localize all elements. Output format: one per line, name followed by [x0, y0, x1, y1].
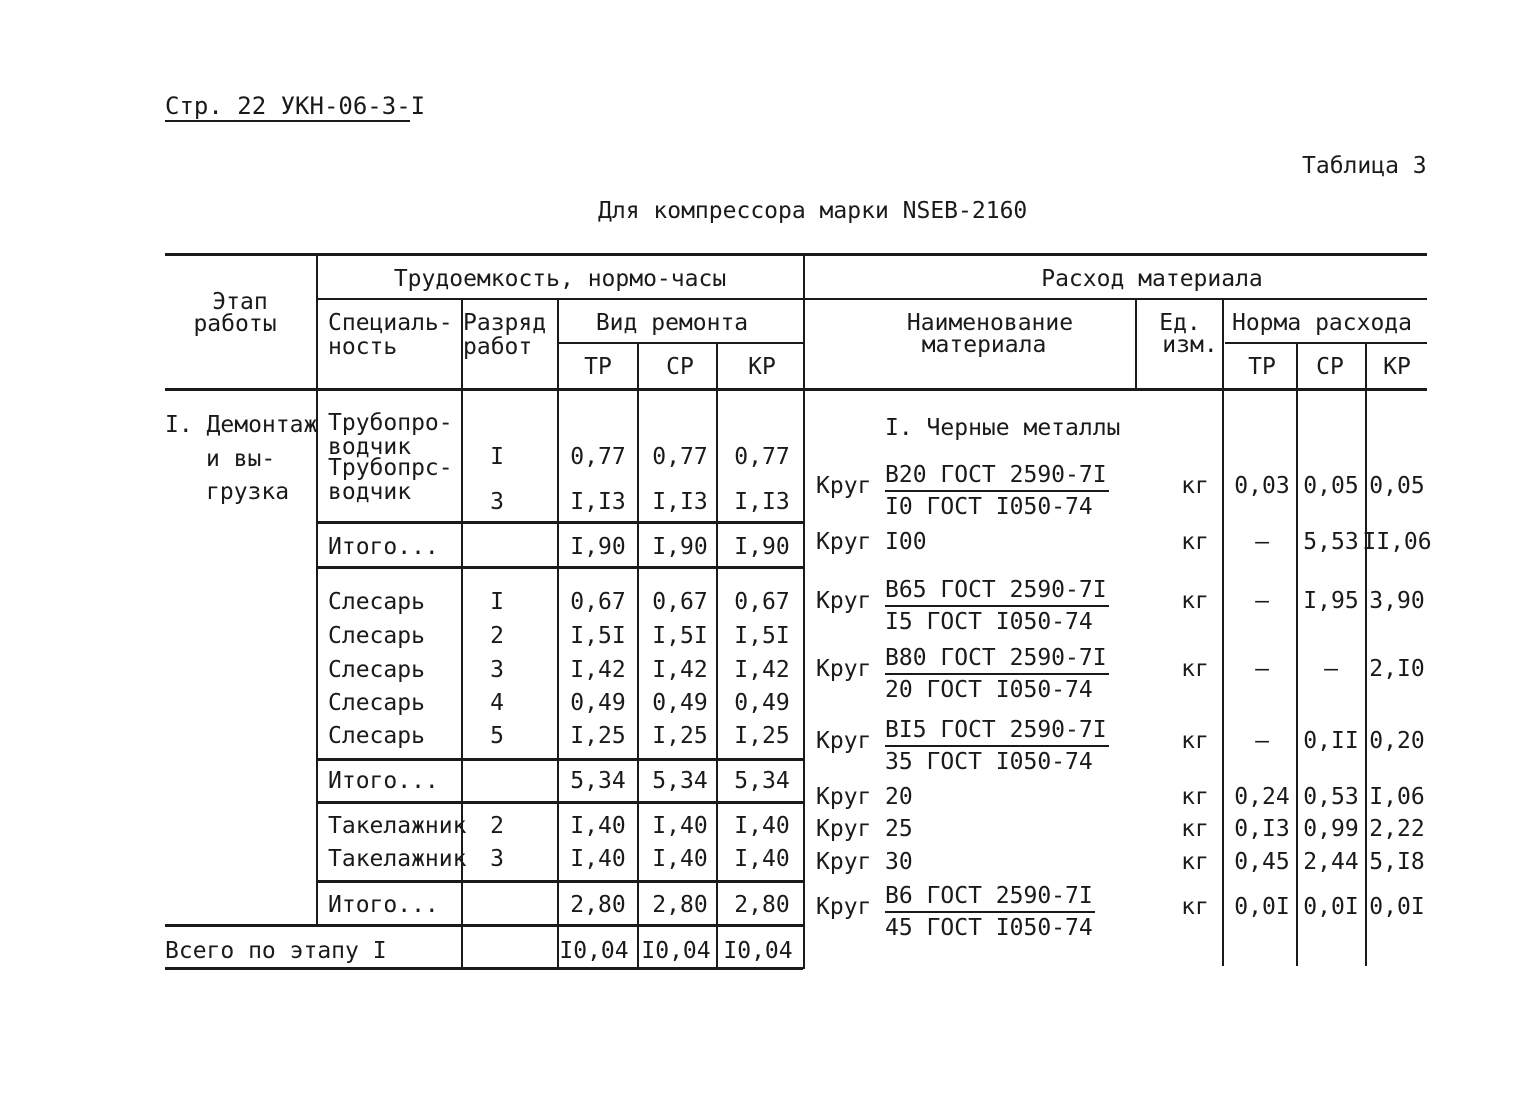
labor-kr: 0,49	[734, 690, 790, 716]
material-name: Круг	[816, 894, 872, 920]
stage-line1: I. Демонтаж	[165, 412, 318, 438]
labor-sr: 0,77	[652, 444, 708, 470]
header-stage-line2: работы	[193, 311, 277, 337]
material-name: Круг	[816, 784, 872, 810]
page-reference-underline	[165, 120, 410, 122]
material-unit: кг	[1181, 529, 1209, 555]
labor-tr: 0,77	[570, 444, 626, 470]
labor-kr: I,40	[734, 813, 790, 839]
material-name: Круг	[816, 728, 872, 754]
labor-kr: I,42	[734, 657, 790, 683]
material-spec: 30	[885, 849, 913, 875]
header-repair-type: Вид ремонта	[595, 310, 749, 336]
material-norm-kr: I,06	[1369, 784, 1425, 810]
labor-grade: I	[490, 589, 504, 615]
material-section-title: I. Черные металлы	[885, 415, 1121, 441]
labor-sr: 0,49	[652, 690, 708, 716]
stage-line2: и вы-	[206, 446, 276, 472]
material-norm-kr: 5,I8	[1369, 849, 1425, 875]
material-name: Круг	[816, 816, 872, 842]
material-name: Круг	[816, 849, 872, 875]
labor-tr: I,90	[570, 534, 626, 560]
table-number: Таблица 3	[1302, 153, 1427, 179]
material-unit: кг	[1181, 784, 1209, 810]
material-name: Круг	[816, 588, 872, 614]
labor-specialty-line1: Трубопро-	[328, 410, 453, 436]
material-norm-tr: –	[1255, 529, 1269, 555]
labor-tr: I,42	[570, 657, 626, 683]
labor-kr: 0,67	[734, 589, 790, 615]
labor-specialty-line2: водчик	[328, 434, 412, 460]
material-norm-sr: 2,44	[1303, 849, 1359, 875]
total-label: Всего по этапу I	[165, 938, 387, 964]
labor-kr: 2,80	[734, 892, 790, 918]
material-unit: кг	[1181, 473, 1209, 499]
labor-kr: 0,77	[734, 444, 790, 470]
col-divider-grade	[557, 298, 559, 968]
labor-grade: 2	[490, 813, 504, 839]
subtotal-rule-1a	[318, 521, 803, 524]
material-norm-kr: II,06	[1362, 529, 1432, 555]
labor-specialty: Итого...	[328, 534, 439, 560]
material-norm-tr: –	[1255, 656, 1269, 682]
material-norm-kr: 3,90	[1369, 588, 1425, 614]
header-norm-sr: СР	[1316, 354, 1344, 380]
header-specialty-line1: Специаль-	[328, 310, 453, 336]
table-caption: Для компрессора марки NSEB-2160	[598, 198, 1028, 224]
material-spec-numerator: В65 ГОСТ 2590-7I	[885, 577, 1107, 603]
material-unit: кг	[1181, 894, 1209, 920]
labor-specialty: Итого...	[328, 768, 439, 794]
material-fraction-line	[885, 745, 1109, 747]
total-sr: I0,04	[641, 938, 711, 964]
material-name: Круг	[816, 656, 872, 682]
labor-tr: 0,49	[570, 690, 626, 716]
header-labor-sr: СР	[666, 354, 694, 380]
labor-specialty: Слесарь	[328, 657, 425, 683]
material-unit: кг	[1181, 588, 1209, 614]
material-norm-sr: 0,II	[1303, 728, 1359, 754]
labor-tr: I,5I	[570, 623, 626, 649]
material-spec: 25	[885, 816, 913, 842]
material-norm-sr: 0,53	[1303, 784, 1359, 810]
material-spec-denominator: I0 ГОСТ I050-74	[885, 494, 1093, 520]
table-top-rule	[165, 253, 1427, 256]
total-kr: I0,04	[723, 938, 793, 964]
subtotal-rule-3a	[318, 880, 803, 883]
labor-specialty: Такелажник	[328, 846, 467, 872]
col-divider-labor	[803, 253, 805, 969]
header-labor: Трудоемкость, нормо-часы	[393, 266, 727, 292]
labor-specialty: Слесарь	[328, 623, 425, 649]
labor-tr: I,40	[570, 813, 626, 839]
material-spec-denominator: 20 ГОСТ I050-74	[885, 677, 1093, 703]
material-norm-tr: 0,24	[1234, 784, 1290, 810]
material-fraction-line	[885, 673, 1109, 675]
material-norm-tr: 0,03	[1234, 473, 1290, 499]
material-name: Круг	[816, 529, 872, 555]
material-unit: кг	[1181, 816, 1209, 842]
header-specialty-line2: ность	[328, 334, 398, 360]
labor-sr: I,5I	[652, 623, 708, 649]
subtotal-rule-1b	[318, 566, 803, 569]
header-grade-line1: Разряд	[463, 310, 547, 336]
labor-specialty: Слесарь	[328, 690, 425, 716]
material-spec-numerator: В20 ГОСТ 2590-7I	[885, 462, 1107, 488]
labor-tr: I,25	[570, 723, 626, 749]
material-fraction-line	[885, 911, 1095, 913]
labor-tr: 5,34	[570, 768, 626, 794]
material-norm-tr: 0,45	[1234, 849, 1290, 875]
header-unit-line1: Ед.	[1159, 310, 1201, 336]
labor-tr: 0,67	[570, 589, 626, 615]
labor-kr: I,90	[734, 534, 790, 560]
material-spec-numerator: ВI5 ГОСТ 2590-7I	[885, 717, 1107, 743]
labor-kr: 5,34	[734, 768, 790, 794]
subtotal-rule-2a	[318, 758, 803, 761]
material-norm-sr: 0,99	[1303, 816, 1359, 842]
material-spec-denominator: 35 ГОСТ I050-74	[885, 749, 1093, 775]
labor-tr: I,I3	[570, 489, 626, 515]
labor-grade: 3	[490, 657, 504, 683]
material-name: Круг	[816, 473, 872, 499]
material-spec-numerator: В6 ГОСТ 2590-7I	[885, 883, 1093, 909]
header-norm: Норма расхода	[1231, 310, 1413, 336]
header-rule-norm	[1225, 342, 1427, 344]
labor-grade: 3	[490, 489, 504, 515]
col-divider-unit	[1222, 298, 1224, 966]
material-norm-sr: I,95	[1303, 588, 1359, 614]
stage-line3: грузка	[206, 479, 290, 505]
material-norm-kr: 2,22	[1369, 816, 1425, 842]
labor-specialty-line1: Трубопрс-	[328, 455, 453, 481]
header-grade-line2: работ	[463, 334, 533, 360]
page-reference: Стр. 22 УКН-06-3-I	[165, 92, 426, 120]
col-divider-material-name	[1135, 298, 1137, 390]
labor-sr: 0,67	[652, 589, 708, 615]
material-unit: кг	[1181, 849, 1209, 875]
labor-grade: 2	[490, 623, 504, 649]
material-norm-sr: 0,05	[1303, 473, 1359, 499]
labor-specialty-line2: водчик	[328, 479, 412, 505]
col-divider-stage	[316, 253, 318, 926]
labor-kr: I,25	[734, 723, 790, 749]
header-bottom-rule	[165, 388, 1427, 391]
labor-sr: I,I3	[652, 489, 708, 515]
material-spec: I00	[885, 529, 927, 555]
labor-sr: I,90	[652, 534, 708, 560]
material-norm-tr: 0,I3	[1234, 816, 1290, 842]
col-divider-sr	[716, 342, 718, 968]
labor-kr: I,I3	[734, 489, 790, 515]
material-spec-numerator: В80 ГОСТ 2590-7I	[885, 645, 1107, 671]
material-spec-denominator: I5 ГОСТ I050-74	[885, 609, 1093, 635]
header-material: Расход материала	[1041, 266, 1263, 292]
labor-specialty: Итого...	[328, 892, 439, 918]
labor-sr: 5,34	[652, 768, 708, 794]
material-fraction-line	[885, 490, 1109, 492]
material-unit: кг	[1181, 728, 1209, 754]
header-rule-repair	[558, 342, 803, 344]
material-norm-sr: 0,0I	[1303, 894, 1359, 920]
labor-grade: 5	[490, 723, 504, 749]
header-rule-2	[318, 298, 1427, 300]
labor-sr: 2,80	[652, 892, 708, 918]
labor-grade: 3	[490, 846, 504, 872]
material-unit: кг	[1181, 656, 1209, 682]
labor-sr: I,40	[652, 813, 708, 839]
labor-tr: I,40	[570, 846, 626, 872]
col-divider-tr	[637, 342, 639, 968]
material-norm-kr: 0,20	[1369, 728, 1425, 754]
total-top-rule	[165, 924, 803, 927]
total-tr: I0,04	[559, 938, 629, 964]
material-fraction-line	[885, 605, 1109, 607]
material-norm-tr: 0,0I	[1234, 894, 1290, 920]
labor-specialty: Слесарь	[328, 589, 425, 615]
labor-kr: I,40	[734, 846, 790, 872]
header-unit-line2: изм.	[1162, 332, 1218, 358]
header-material-name-line1: Наименование	[906, 310, 1074, 336]
material-norm-kr: 2,I0	[1369, 656, 1425, 682]
col-divider-norm-tr	[1296, 342, 1298, 966]
subtotal-rule-2b	[318, 801, 803, 804]
material-norm-tr: –	[1255, 728, 1269, 754]
labor-kr: I,5I	[734, 623, 790, 649]
material-norm-tr: –	[1255, 588, 1269, 614]
labor-sr: I,42	[652, 657, 708, 683]
header-norm-kr: КР	[1383, 354, 1411, 380]
header-stage-line1: Этап	[212, 289, 268, 315]
labor-grade: 4	[490, 690, 504, 716]
labor-tr: 2,80	[570, 892, 626, 918]
header-material-name-line2: материала	[921, 332, 1047, 358]
header-labor-kr: КР	[748, 354, 776, 380]
labor-grade: I	[490, 444, 504, 470]
total-bottom-rule	[165, 967, 803, 970]
header-labor-tr: ТР	[584, 354, 612, 380]
header-norm-tr: ТР	[1248, 354, 1276, 380]
material-spec: 20	[885, 784, 913, 810]
labor-specialty: Такелажник	[328, 813, 467, 839]
labor-specialty: Слесарь	[328, 723, 425, 749]
material-spec-denominator: 45 ГОСТ I050-74	[885, 915, 1093, 941]
material-norm-sr: –	[1324, 656, 1338, 682]
labor-sr: I,25	[652, 723, 708, 749]
col-divider-norm-sr	[1365, 342, 1367, 966]
labor-sr: I,40	[652, 846, 708, 872]
material-norm-kr: 0,05	[1369, 473, 1425, 499]
material-norm-sr: 5,53	[1303, 529, 1359, 555]
material-norm-kr: 0,0I	[1369, 894, 1425, 920]
